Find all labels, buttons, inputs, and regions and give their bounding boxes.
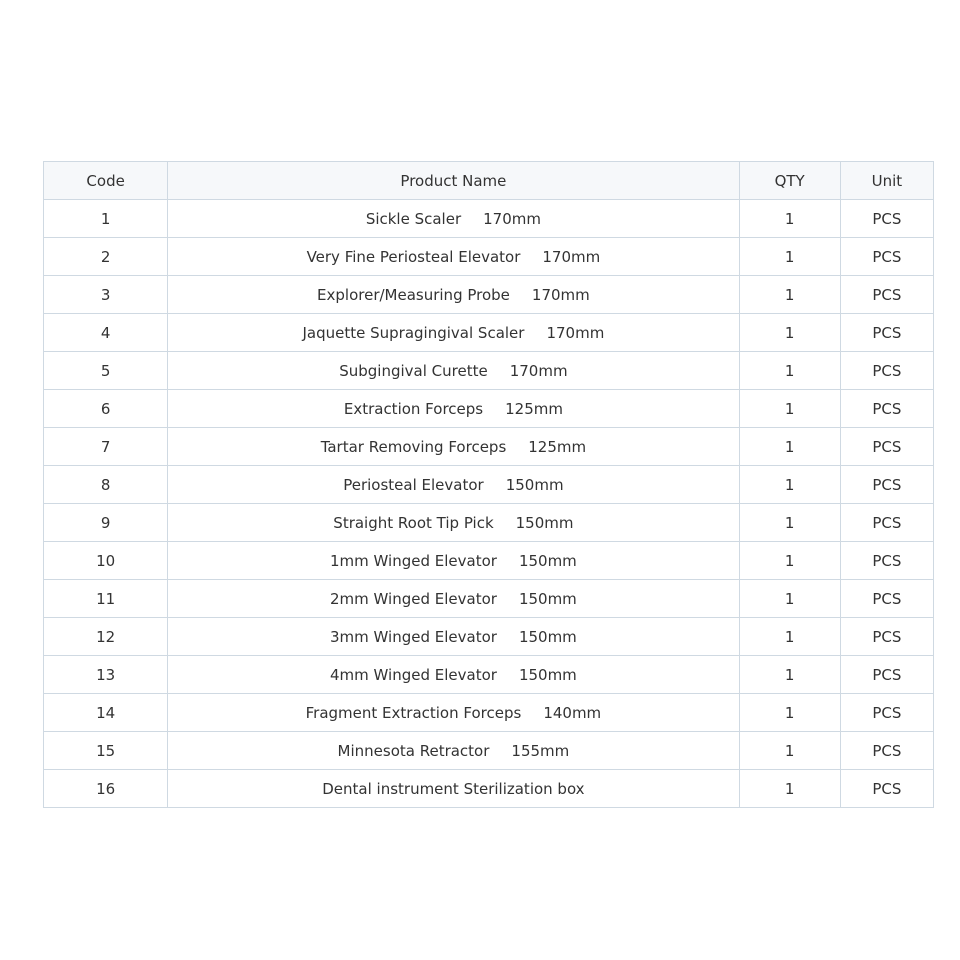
cell-qty: 1 bbox=[739, 542, 840, 580]
product-size-text: 150mm bbox=[515, 513, 574, 532]
cell-qty: 1 bbox=[739, 238, 840, 276]
cell-unit: PCS bbox=[840, 770, 933, 808]
cell-code: 5 bbox=[44, 352, 168, 390]
product-size-text: 150mm bbox=[518, 627, 577, 646]
cell-code: 4 bbox=[44, 314, 168, 352]
cell-code: 2 bbox=[44, 238, 168, 276]
cell-code: 10 bbox=[44, 542, 168, 580]
cell-unit: PCS bbox=[840, 314, 933, 352]
cell-code: 6 bbox=[44, 390, 168, 428]
cell-unit: PCS bbox=[840, 656, 933, 694]
cell-qty: 1 bbox=[739, 466, 840, 504]
table-row bbox=[44, 276, 934, 314]
cell-unit: PCS bbox=[840, 732, 933, 770]
product-size-text: 170mm bbox=[483, 209, 541, 228]
table-row bbox=[44, 504, 934, 542]
product-table bbox=[43, 161, 934, 808]
table-row bbox=[44, 694, 934, 732]
header-code: Code bbox=[44, 162, 168, 200]
product-size-text: 170mm bbox=[546, 323, 605, 342]
cell-product-name bbox=[168, 238, 739, 276]
table-row bbox=[44, 314, 934, 352]
cell-qty: 1 bbox=[739, 580, 840, 618]
product-name-text: Sickle Scaler bbox=[365, 209, 462, 228]
cell-product-name bbox=[168, 428, 739, 466]
table-row bbox=[44, 656, 934, 694]
cell-product-name bbox=[168, 770, 739, 808]
table-row bbox=[44, 542, 934, 580]
table-row bbox=[44, 580, 934, 618]
table-row bbox=[44, 390, 934, 428]
cell-code: 11 bbox=[44, 580, 168, 618]
product-size-text: 125mm bbox=[505, 399, 563, 418]
cell-qty: 1 bbox=[739, 428, 840, 466]
cell-qty: 1 bbox=[739, 200, 840, 238]
product-name-text: Explorer/Measuring Probe bbox=[317, 285, 510, 304]
cell-product-name bbox=[168, 732, 739, 770]
product-size-text: 170mm bbox=[542, 247, 601, 266]
product-size-text: 155mm bbox=[511, 741, 570, 760]
cell-unit: PCS bbox=[840, 542, 933, 580]
cell-product-name bbox=[168, 504, 739, 542]
cell-unit: PCS bbox=[840, 352, 933, 390]
cell-product-name bbox=[168, 580, 739, 618]
cell-product-name bbox=[168, 200, 739, 238]
cell-code: 15 bbox=[44, 732, 168, 770]
product-name-text: Dental instrument Sterilization box bbox=[322, 779, 585, 798]
product-name-text: Periosteal Elevator bbox=[343, 475, 484, 494]
cell-qty: 1 bbox=[739, 732, 840, 770]
cell-code: 13 bbox=[44, 656, 168, 694]
cell-product-name bbox=[168, 276, 739, 314]
product-name-text: Subgingival Curette bbox=[339, 361, 488, 380]
header-qty: QTY bbox=[739, 162, 840, 200]
cell-unit: PCS bbox=[840, 390, 933, 428]
cell-code: 1 bbox=[44, 200, 168, 238]
product-name-text: Tartar Removing Forceps bbox=[320, 437, 507, 456]
cell-code: 8 bbox=[44, 466, 168, 504]
cell-qty: 1 bbox=[739, 656, 840, 694]
cell-unit: PCS bbox=[840, 504, 933, 542]
table-row bbox=[44, 770, 934, 808]
table-row bbox=[44, 732, 934, 770]
cell-qty: 1 bbox=[739, 618, 840, 656]
table-row bbox=[44, 428, 934, 466]
product-size-text: 150mm bbox=[505, 475, 564, 494]
product-name-text: Fragment Extraction Forceps bbox=[305, 703, 522, 722]
cell-product-name bbox=[168, 656, 739, 694]
table-body bbox=[44, 200, 934, 808]
cell-unit: PCS bbox=[840, 238, 933, 276]
table-row bbox=[44, 466, 934, 504]
product-name-text: 4mm Winged Elevator bbox=[330, 665, 497, 684]
product-size-text: 140mm bbox=[543, 703, 602, 722]
product-name-text: Very Fine Periosteal Elevator bbox=[306, 247, 521, 266]
cell-unit: PCS bbox=[840, 276, 933, 314]
cell-code: 16 bbox=[44, 770, 168, 808]
product-name-text: Straight Root Tip Pick bbox=[333, 513, 494, 532]
cell-product-name bbox=[168, 542, 739, 580]
cell-qty: 1 bbox=[739, 504, 840, 542]
cell-product-name bbox=[168, 314, 739, 352]
cell-unit: PCS bbox=[840, 580, 933, 618]
cell-code: 14 bbox=[44, 694, 168, 732]
cell-qty: 1 bbox=[739, 390, 840, 428]
header-unit: Unit bbox=[840, 162, 933, 200]
cell-code: 3 bbox=[44, 276, 168, 314]
cell-unit: PCS bbox=[840, 694, 933, 732]
cell-unit: PCS bbox=[840, 466, 933, 504]
product-size-text: 150mm bbox=[518, 551, 577, 570]
table-row bbox=[44, 618, 934, 656]
product-size-text: 150mm bbox=[518, 665, 577, 684]
table-row bbox=[44, 238, 934, 276]
cell-product-name bbox=[168, 466, 739, 504]
header-product-name: Product Name bbox=[168, 162, 739, 200]
cell-product-name bbox=[168, 352, 739, 390]
cell-unit: PCS bbox=[840, 618, 933, 656]
product-size-text: 170mm bbox=[531, 285, 590, 304]
cell-product-name bbox=[168, 694, 739, 732]
cell-qty: 1 bbox=[739, 276, 840, 314]
cell-code: 9 bbox=[44, 504, 168, 542]
table-row bbox=[44, 352, 934, 390]
product-name-text: Jaquette Supragingival Scaler bbox=[302, 323, 525, 342]
product-name-text: 2mm Winged Elevator bbox=[330, 589, 497, 608]
product-size-text: 170mm bbox=[509, 361, 568, 380]
cell-unit: PCS bbox=[840, 200, 933, 238]
product-name-text: 3mm Winged Elevator bbox=[330, 627, 497, 646]
product-name-text: 1mm Winged Elevator bbox=[330, 551, 497, 570]
header-row bbox=[44, 162, 934, 200]
cell-code: 7 bbox=[44, 428, 168, 466]
product-name-text: Extraction Forceps bbox=[343, 399, 484, 418]
product-name-text: Minnesota Retractor bbox=[337, 741, 490, 760]
cell-qty: 1 bbox=[739, 314, 840, 352]
product-size-text: 150mm bbox=[518, 589, 577, 608]
table-header bbox=[44, 162, 934, 200]
cell-qty: 1 bbox=[739, 694, 840, 732]
cell-code: 12 bbox=[44, 618, 168, 656]
table-row bbox=[44, 200, 934, 238]
cell-product-name bbox=[168, 390, 739, 428]
cell-qty: 1 bbox=[739, 352, 840, 390]
cell-unit: PCS bbox=[840, 428, 933, 466]
product-size-text: 125mm bbox=[528, 437, 587, 456]
cell-qty: 1 bbox=[739, 770, 840, 808]
cell-product-name bbox=[168, 618, 739, 656]
